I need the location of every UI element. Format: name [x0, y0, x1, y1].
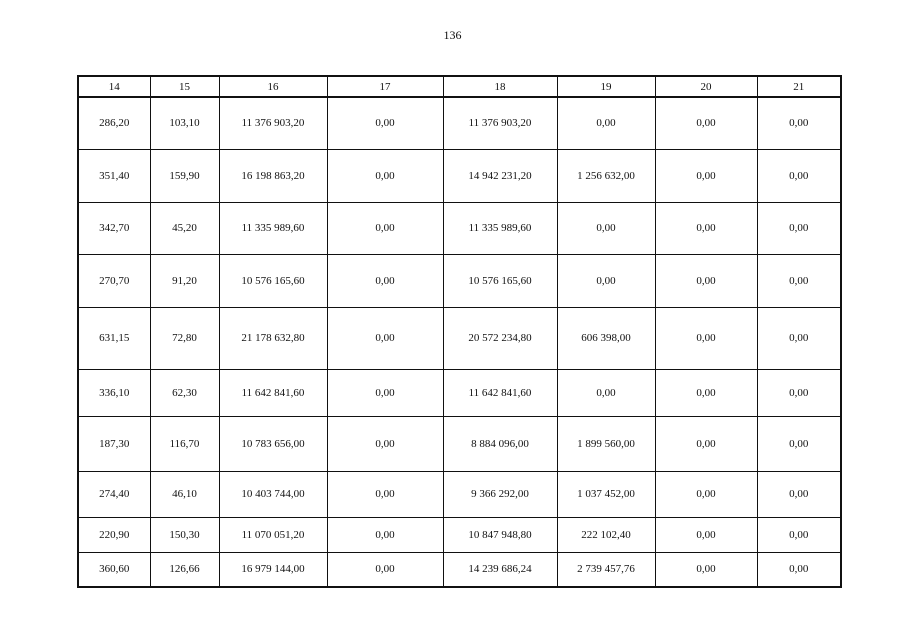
table-cell: 0,00 — [655, 307, 757, 369]
column-header: 16 — [219, 76, 327, 97]
table-cell: 0,00 — [327, 307, 443, 369]
table-cell: 0,00 — [557, 369, 655, 416]
table-row — [78, 369, 841, 416]
table-cell: 0,00 — [757, 307, 841, 369]
table-cell: 10 576 165,60 — [219, 254, 327, 307]
table-cell: 0,00 — [327, 517, 443, 552]
table-cell: 116,70 — [150, 416, 219, 471]
table-header — [78, 76, 841, 97]
table-cell: 10 783 656,00 — [219, 416, 327, 471]
column-header: 15 — [150, 76, 219, 97]
table-cell: 150,30 — [150, 517, 219, 552]
table-cell: 62,30 — [150, 369, 219, 416]
table-cell: 0,00 — [655, 202, 757, 254]
header-row — [78, 76, 841, 97]
table-cell: 220,90 — [78, 517, 150, 552]
table-cell: 0,00 — [655, 97, 757, 149]
data-table — [77, 75, 842, 588]
table-cell: 0,00 — [327, 471, 443, 517]
table-cell: 0,00 — [327, 552, 443, 587]
table-cell: 360,60 — [78, 552, 150, 587]
table-cell: 11 642 841,60 — [219, 369, 327, 416]
table-cell: 11 070 051,20 — [219, 517, 327, 552]
table-cell: 336,10 — [78, 369, 150, 416]
table-cell: 72,80 — [150, 307, 219, 369]
table-cell: 11 642 841,60 — [443, 369, 557, 416]
table-row — [78, 552, 841, 587]
column-header: 20 — [655, 76, 757, 97]
table-cell: 9 366 292,00 — [443, 471, 557, 517]
column-header: 17 — [327, 76, 443, 97]
table-cell: 11 376 903,20 — [443, 97, 557, 149]
table-cell: 0,00 — [655, 149, 757, 202]
table-cell: 91,20 — [150, 254, 219, 307]
column-header: 21 — [757, 76, 841, 97]
table-row — [78, 254, 841, 307]
table-cell: 46,10 — [150, 471, 219, 517]
table-cell: 0,00 — [327, 149, 443, 202]
page-number: 136 — [443, 28, 462, 42]
table-cell: 11 376 903,20 — [219, 97, 327, 149]
table-cell: 0,00 — [757, 202, 841, 254]
table-cell: 103,10 — [150, 97, 219, 149]
table-cell: 0,00 — [757, 517, 841, 552]
table-cell: 0,00 — [655, 254, 757, 307]
table-cell: 45,20 — [150, 202, 219, 254]
table-cell: 159,90 — [150, 149, 219, 202]
table-cell: 21 178 632,80 — [219, 307, 327, 369]
table-cell: 0,00 — [757, 471, 841, 517]
table-row — [78, 307, 841, 369]
table-cell: 0,00 — [757, 149, 841, 202]
table-cell: 0,00 — [655, 416, 757, 471]
table-cell: 8 884 096,00 — [443, 416, 557, 471]
table-cell: 16 979 144,00 — [219, 552, 327, 587]
table-cell: 0,00 — [327, 416, 443, 471]
table-cell: 0,00 — [655, 369, 757, 416]
table-cell: 126,66 — [150, 552, 219, 587]
table-cell: 0,00 — [557, 254, 655, 307]
table-body — [78, 97, 841, 587]
column-header: 19 — [557, 76, 655, 97]
table-cell: 11 335 989,60 — [443, 202, 557, 254]
table-cell: 187,30 — [78, 416, 150, 471]
column-header: 14 — [78, 76, 150, 97]
table-cell: 10 576 165,60 — [443, 254, 557, 307]
table-cell: 274,40 — [78, 471, 150, 517]
table-cell: 342,70 — [78, 202, 150, 254]
table-cell: 10 403 744,00 — [219, 471, 327, 517]
table-cell: 606 398,00 — [557, 307, 655, 369]
table-cell: 0,00 — [327, 254, 443, 307]
table-cell: 0,00 — [757, 97, 841, 149]
table-cell: 0,00 — [327, 202, 443, 254]
table-row — [78, 517, 841, 552]
table-cell: 16 198 863,20 — [219, 149, 327, 202]
table-row — [78, 416, 841, 471]
table-cell: 222 102,40 — [557, 517, 655, 552]
table-cell: 270,70 — [78, 254, 150, 307]
table-cell: 1 037 452,00 — [557, 471, 655, 517]
table-cell: 0,00 — [757, 416, 841, 471]
table-row — [78, 149, 841, 202]
table-cell: 286,20 — [78, 97, 150, 149]
table-cell: 0,00 — [327, 97, 443, 149]
table-cell: 1 256 632,00 — [557, 149, 655, 202]
table-cell: 631,15 — [78, 307, 150, 369]
table-cell: 0,00 — [655, 552, 757, 587]
table-cell: 1 899 560,00 — [557, 416, 655, 471]
table-cell: 0,00 — [557, 202, 655, 254]
table-cell: 0,00 — [757, 369, 841, 416]
table-cell: 10 847 948,80 — [443, 517, 557, 552]
table-cell: 14 942 231,20 — [443, 149, 557, 202]
table-row — [78, 97, 841, 149]
table-cell: 0,00 — [557, 97, 655, 149]
table-cell: 11 335 989,60 — [219, 202, 327, 254]
table-cell: 2 739 457,76 — [557, 552, 655, 587]
table-cell: 0,00 — [655, 471, 757, 517]
table-cell: 0,00 — [757, 254, 841, 307]
column-header: 18 — [443, 76, 557, 97]
table-cell: 0,00 — [655, 517, 757, 552]
table-cell: 0,00 — [327, 369, 443, 416]
table-row — [78, 471, 841, 517]
table-cell: 0,00 — [757, 552, 841, 587]
table-cell: 351,40 — [78, 149, 150, 202]
table-cell: 14 239 686,24 — [443, 552, 557, 587]
table-row — [78, 202, 841, 254]
table-cell: 20 572 234,80 — [443, 307, 557, 369]
